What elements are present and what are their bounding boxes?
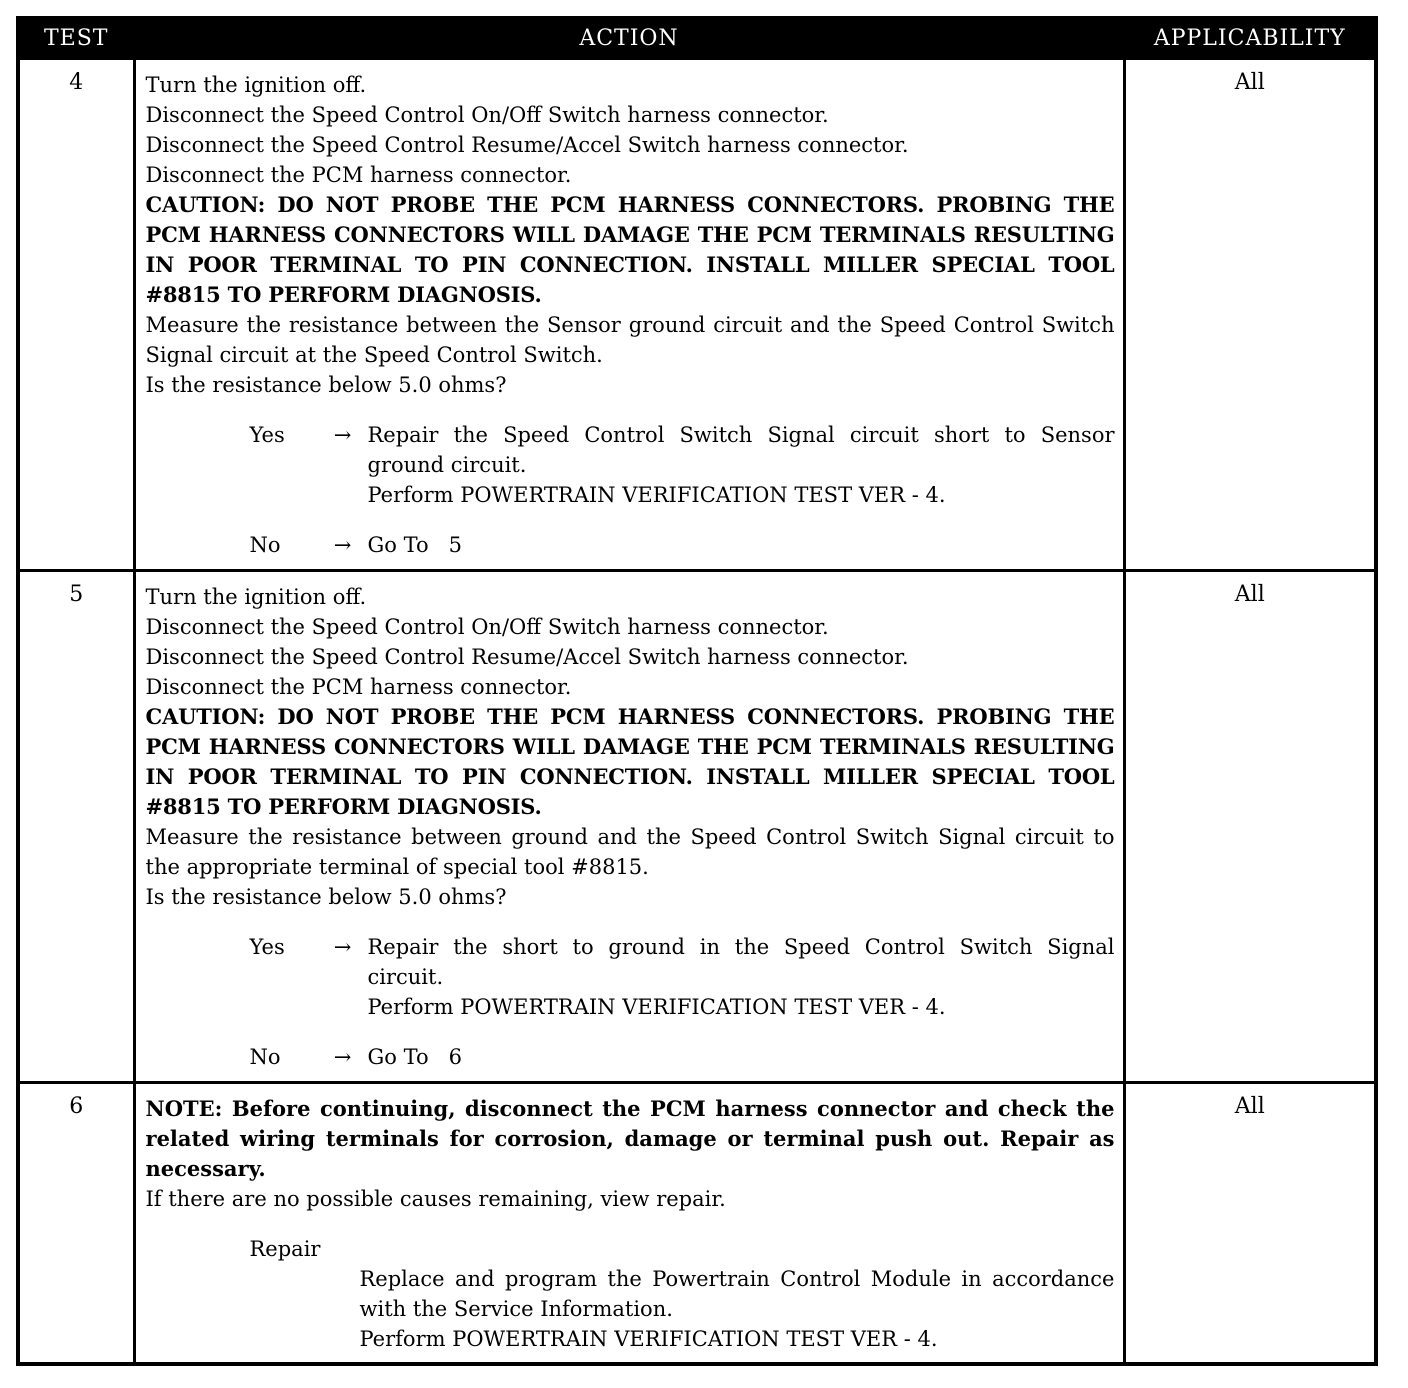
applicability-value: All	[1124, 58, 1376, 570]
measure-instruction: Measure the resistance between the Sensor ground circuit and the Speed Control Switch Signal circuit at the Speed Control Switch.	[145, 312, 1115, 367]
yes-result	[250, 932, 1115, 1022]
header-applicability: APPLICABILITY	[1124, 18, 1376, 58]
yes-label: Yes	[249, 422, 285, 447]
step-line: Disconnect the Speed Control On/Off Switch harness connector.	[145, 614, 829, 639]
question-text: Is the resistance below 5.0 ohms?	[145, 372, 507, 397]
action-cell	[134, 570, 1124, 1082]
yes-action: Repair the short to ground in the Speed Control Switch Signal circuit.	[367, 934, 1115, 989]
yes-label: Yes	[249, 934, 285, 959]
step-line: Disconnect the Speed Control Resume/Accel Switch harness connector.	[145, 132, 909, 157]
step-line: Disconnect the PCM harness connector.	[145, 674, 572, 699]
yes-result	[250, 420, 1115, 510]
diagnostic-test-table	[16, 16, 1378, 1366]
action-cell	[134, 58, 1124, 570]
test-number: 4	[18, 58, 134, 570]
header-test: TEST	[18, 18, 134, 58]
no-label: No	[249, 532, 281, 557]
verification-step: Perform POWERTRAIN VERIFICATION TEST VER - 4.	[367, 482, 946, 507]
step-line: If there are no possible causes remaining, view repair.	[145, 1186, 726, 1211]
repair-label: Repair	[249, 1236, 321, 1261]
measure-instruction: Measure the resistance between ground and the Speed Control Switch Signal circuit to the appropriate terminal of special tool #8815.	[145, 824, 1115, 879]
verification-step: Perform POWERTRAIN VERIFICATION TEST VER - 4.	[367, 994, 946, 1019]
table-row	[18, 570, 1376, 1082]
action-cell	[134, 1082, 1124, 1364]
goto-link[interactable]: Go To 5	[367, 532, 462, 557]
step-line: Disconnect the Speed Control On/Off Switch harness connector.	[145, 102, 829, 127]
arrow-icon: →	[333, 532, 352, 557]
step-line: Turn the ignition off.	[145, 72, 367, 97]
arrow-icon: →	[333, 934, 352, 959]
arrow-icon: →	[333, 1044, 352, 1069]
no-label: No	[249, 1044, 281, 1069]
applicability-value: All	[1124, 570, 1376, 1082]
repair-action: Replace and program the Powertrain Control Module in accordance with the Service Information.	[359, 1266, 1115, 1321]
caution-text: CAUTION: DO NOT PROBE THE PCM HARNESS CONNECTORS. PROBING THE PCM HARNESS CONNECTORS WILL DAMAGE THE PCM TERMINALS RESULTING IN POOR TERMINAL TO PIN CONNECTION. INSTALL MILLER SPECIAL TOOL #8815 TO PERFORM DIAGNOSIS.	[145, 191, 1115, 307]
no-result	[250, 1042, 1115, 1072]
table-header-row	[18, 18, 1376, 58]
step-line: Disconnect the PCM harness connector.	[145, 162, 572, 187]
note-text: NOTE: Before continuing, disconnect the PCM harness connector and check the related wiring terminals for corrosion, damage or terminal push out. Repair as necessary.	[145, 1095, 1115, 1181]
no-result	[250, 530, 1115, 560]
step-line: Disconnect the Speed Control Resume/Accel Switch harness connector.	[145, 644, 909, 669]
verification-step: Perform POWERTRAIN VERIFICATION TEST VER - 4.	[359, 1326, 938, 1351]
caution-text: CAUTION: DO NOT PROBE THE PCM HARNESS CONNECTORS. PROBING THE PCM HARNESS CONNECTORS WILL DAMAGE THE PCM TERMINALS RESULTING IN POOR TERMINAL TO PIN CONNECTION. INSTALL MILLER SPECIAL TOOL #8815 TO PERFORM DIAGNOSIS.	[145, 703, 1115, 819]
repair-result	[250, 1234, 1115, 1354]
step-line: Turn the ignition off.	[145, 584, 367, 609]
goto-link[interactable]: Go To 6	[367, 1044, 462, 1069]
header-action: ACTION	[134, 18, 1124, 58]
table-row	[18, 1082, 1376, 1364]
yes-action: Repair the Speed Control Switch Signal circuit short to Sensor ground circuit.	[367, 422, 1115, 477]
question-text: Is the resistance below 5.0 ohms?	[145, 884, 507, 909]
applicability-value: All	[1124, 1082, 1376, 1364]
test-number: 6	[18, 1082, 134, 1364]
table-row	[18, 58, 1376, 570]
arrow-icon: →	[333, 422, 352, 447]
test-number: 5	[18, 570, 134, 1082]
